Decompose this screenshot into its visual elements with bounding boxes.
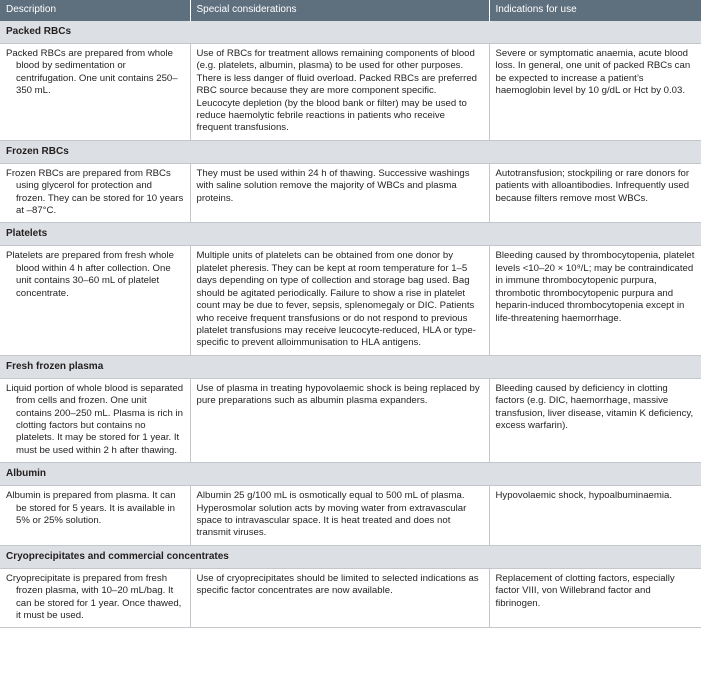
description-cell xyxy=(0,246,190,355)
table-row xyxy=(0,486,701,546)
description-text: Packed RBCs are prepared from whole blood by sedimentation or centrifugation. One unit contains 250–350 mL. xyxy=(6,48,178,97)
section-header-frozen-rbcs xyxy=(0,140,701,163)
table-row xyxy=(0,378,701,462)
section-title: Cryoprecipitates and commercial concentrates xyxy=(0,545,701,568)
description-text: Cryoprecipitate is prepared from fresh frozen plasma, with 10–20 mL/bag. It can be stored for 1 year. Once thawed, it must be used. xyxy=(6,572,182,621)
considerations-cell xyxy=(190,378,489,462)
indications-text: Replacement of clotting factors, especially factor VIII, von Willebrand factor and fibrinogen. xyxy=(495,572,675,609)
indications-text: Severe or symptomatic anaemia, acute blood loss. In general, one unit of packed RBCs can be expected to increase a patient’s haemoglobin level by 10 g/dL or Hct by 0.03. xyxy=(495,48,691,97)
header-description: Description xyxy=(0,0,190,21)
description-cell xyxy=(0,378,190,462)
description-text: Platelets are prepared from fresh whole blood within 4 h after collection. One unit contains 30–60 mL of platelet concentrate. xyxy=(6,250,174,299)
description-text: Frozen RBCs are prepared from RBCs using glycerol for protection and frozen. They can be stored for 10 years at –87°C. xyxy=(6,167,184,217)
considerations-cell xyxy=(190,246,489,355)
table-row xyxy=(0,246,701,355)
section-header-platelets xyxy=(0,223,701,246)
indications-cell xyxy=(489,378,701,462)
consideration-paragraph: Albumin 25 g/100 mL is osmotically equal to 500 mL of plasma. Hyperosmolar solution acts by moving water from extravascular space to intravascular space. It is heat treated and does not transmit viruses. xyxy=(196,490,467,539)
section-header-packed-rbcs xyxy=(0,21,701,44)
section-title: Platelets xyxy=(0,223,701,246)
consideration-paragraph: Use of plasma in treating hypovolaemic shock is being replaced by pure preparations such as albumin plasma expanders. xyxy=(196,382,480,407)
consideration-paragraph: They must be used within 24 h of thawing. Successive washings with saline solution remove the majority of WBCs and plasma proteins. xyxy=(196,167,470,204)
indications-text: Bleeding caused by thrombocytopenia, platelet levels <10–20 × 10⁹/L; may be contraindicated in immune thrombocytopenic purpura, thrombotic thrombocytopenic purpura and heparin-induced thrombocytopenia except in life-threatening haemorrhage. xyxy=(495,250,695,324)
description-text: Albumin is prepared from plasma. It can be stored for 5 years. It is available in 5% or 25% solution. xyxy=(6,490,176,526)
considerations-cell xyxy=(190,44,489,141)
table-row xyxy=(0,568,701,628)
header-special-considerations: Special considerations xyxy=(190,0,489,21)
header-row xyxy=(0,0,701,21)
consideration-paragraph: Multiple units of platelets can be obtained from one donor by platelet pheresis. They can be kept at room temperature for 1–5 days depending on type of collection and storage bag used. Bag should be agitated periodically. Failure to show a rise in platelet count may be due to fever, sepsis, splenomegaly or DIC. Patients who receive frequent transfusions or do not respond to previous platelet transfusions may receive leucocyte-reduced, HLA or type-specific to prevent alloimmunisation to HLA antigens. xyxy=(196,250,476,349)
indications-text: Autotransfusion; stockpiling or rare donors for patients with alloantibodies. Infrequently used because filters remove most WBCs. xyxy=(495,167,690,204)
section-title: Fresh frozen plasma xyxy=(0,355,701,378)
indications-cell xyxy=(489,163,701,223)
indications-text: Hypovolaemic shock, hypoalbuminaemia. xyxy=(495,490,673,502)
table-row xyxy=(0,163,701,223)
description-cell xyxy=(0,163,190,223)
consideration-paragraph: Use of RBCs for treatment allows remaining components of blood (e.g. platelets, albumin, plasma) to be used for other purposes. There is less danger of fluid overload. Packed RBCs are preferred RBC source because they are more component specific. xyxy=(196,48,477,97)
section-header-albumin xyxy=(0,463,701,486)
description-cell xyxy=(0,44,190,141)
header-indications: Indications for use xyxy=(489,0,701,21)
indications-cell xyxy=(489,568,701,628)
indications-cell xyxy=(489,44,701,141)
section-title: Packed RBCs xyxy=(0,21,701,44)
indications-text: Bleeding caused by deficiency in clotting factors (e.g. DIC, haemorrhage, massive transfusion, liver disease, vitamin K deficiency, excess warfarin). xyxy=(495,382,694,431)
section-header-fresh-frozen-plasma xyxy=(0,355,701,378)
description-text: Liquid portion of whole blood is separated from cells and frozen. One unit contains 200–250 mL. Plasma is rich in clotting factors but contains no platelets. It may be stored for 1 year. It must be used within 2 h after thawing. xyxy=(6,382,184,456)
considerations-cell xyxy=(190,568,489,628)
consideration-paragraph: Leucocyte depletion (by the blood bank or filter) may be used to reduce haemolytic febrile reactions in patients who receive frequent transfusions. xyxy=(196,97,467,134)
indications-cell xyxy=(489,246,701,355)
section-title: Frozen RBCs xyxy=(0,140,701,163)
considerations-cell xyxy=(190,486,489,546)
indications-cell xyxy=(489,486,701,546)
consideration-paragraph: Use of cryoprecipitates should be limited to selected indications as specific factor concentrates are now available. xyxy=(196,572,479,597)
section-header-cryoprecipitates-and-commercial-concentrates xyxy=(0,545,701,568)
section-title: Albumin xyxy=(0,463,701,486)
table-row xyxy=(0,44,701,141)
description-cell xyxy=(0,486,190,546)
considerations-cell xyxy=(190,163,489,223)
description-cell xyxy=(0,568,190,628)
